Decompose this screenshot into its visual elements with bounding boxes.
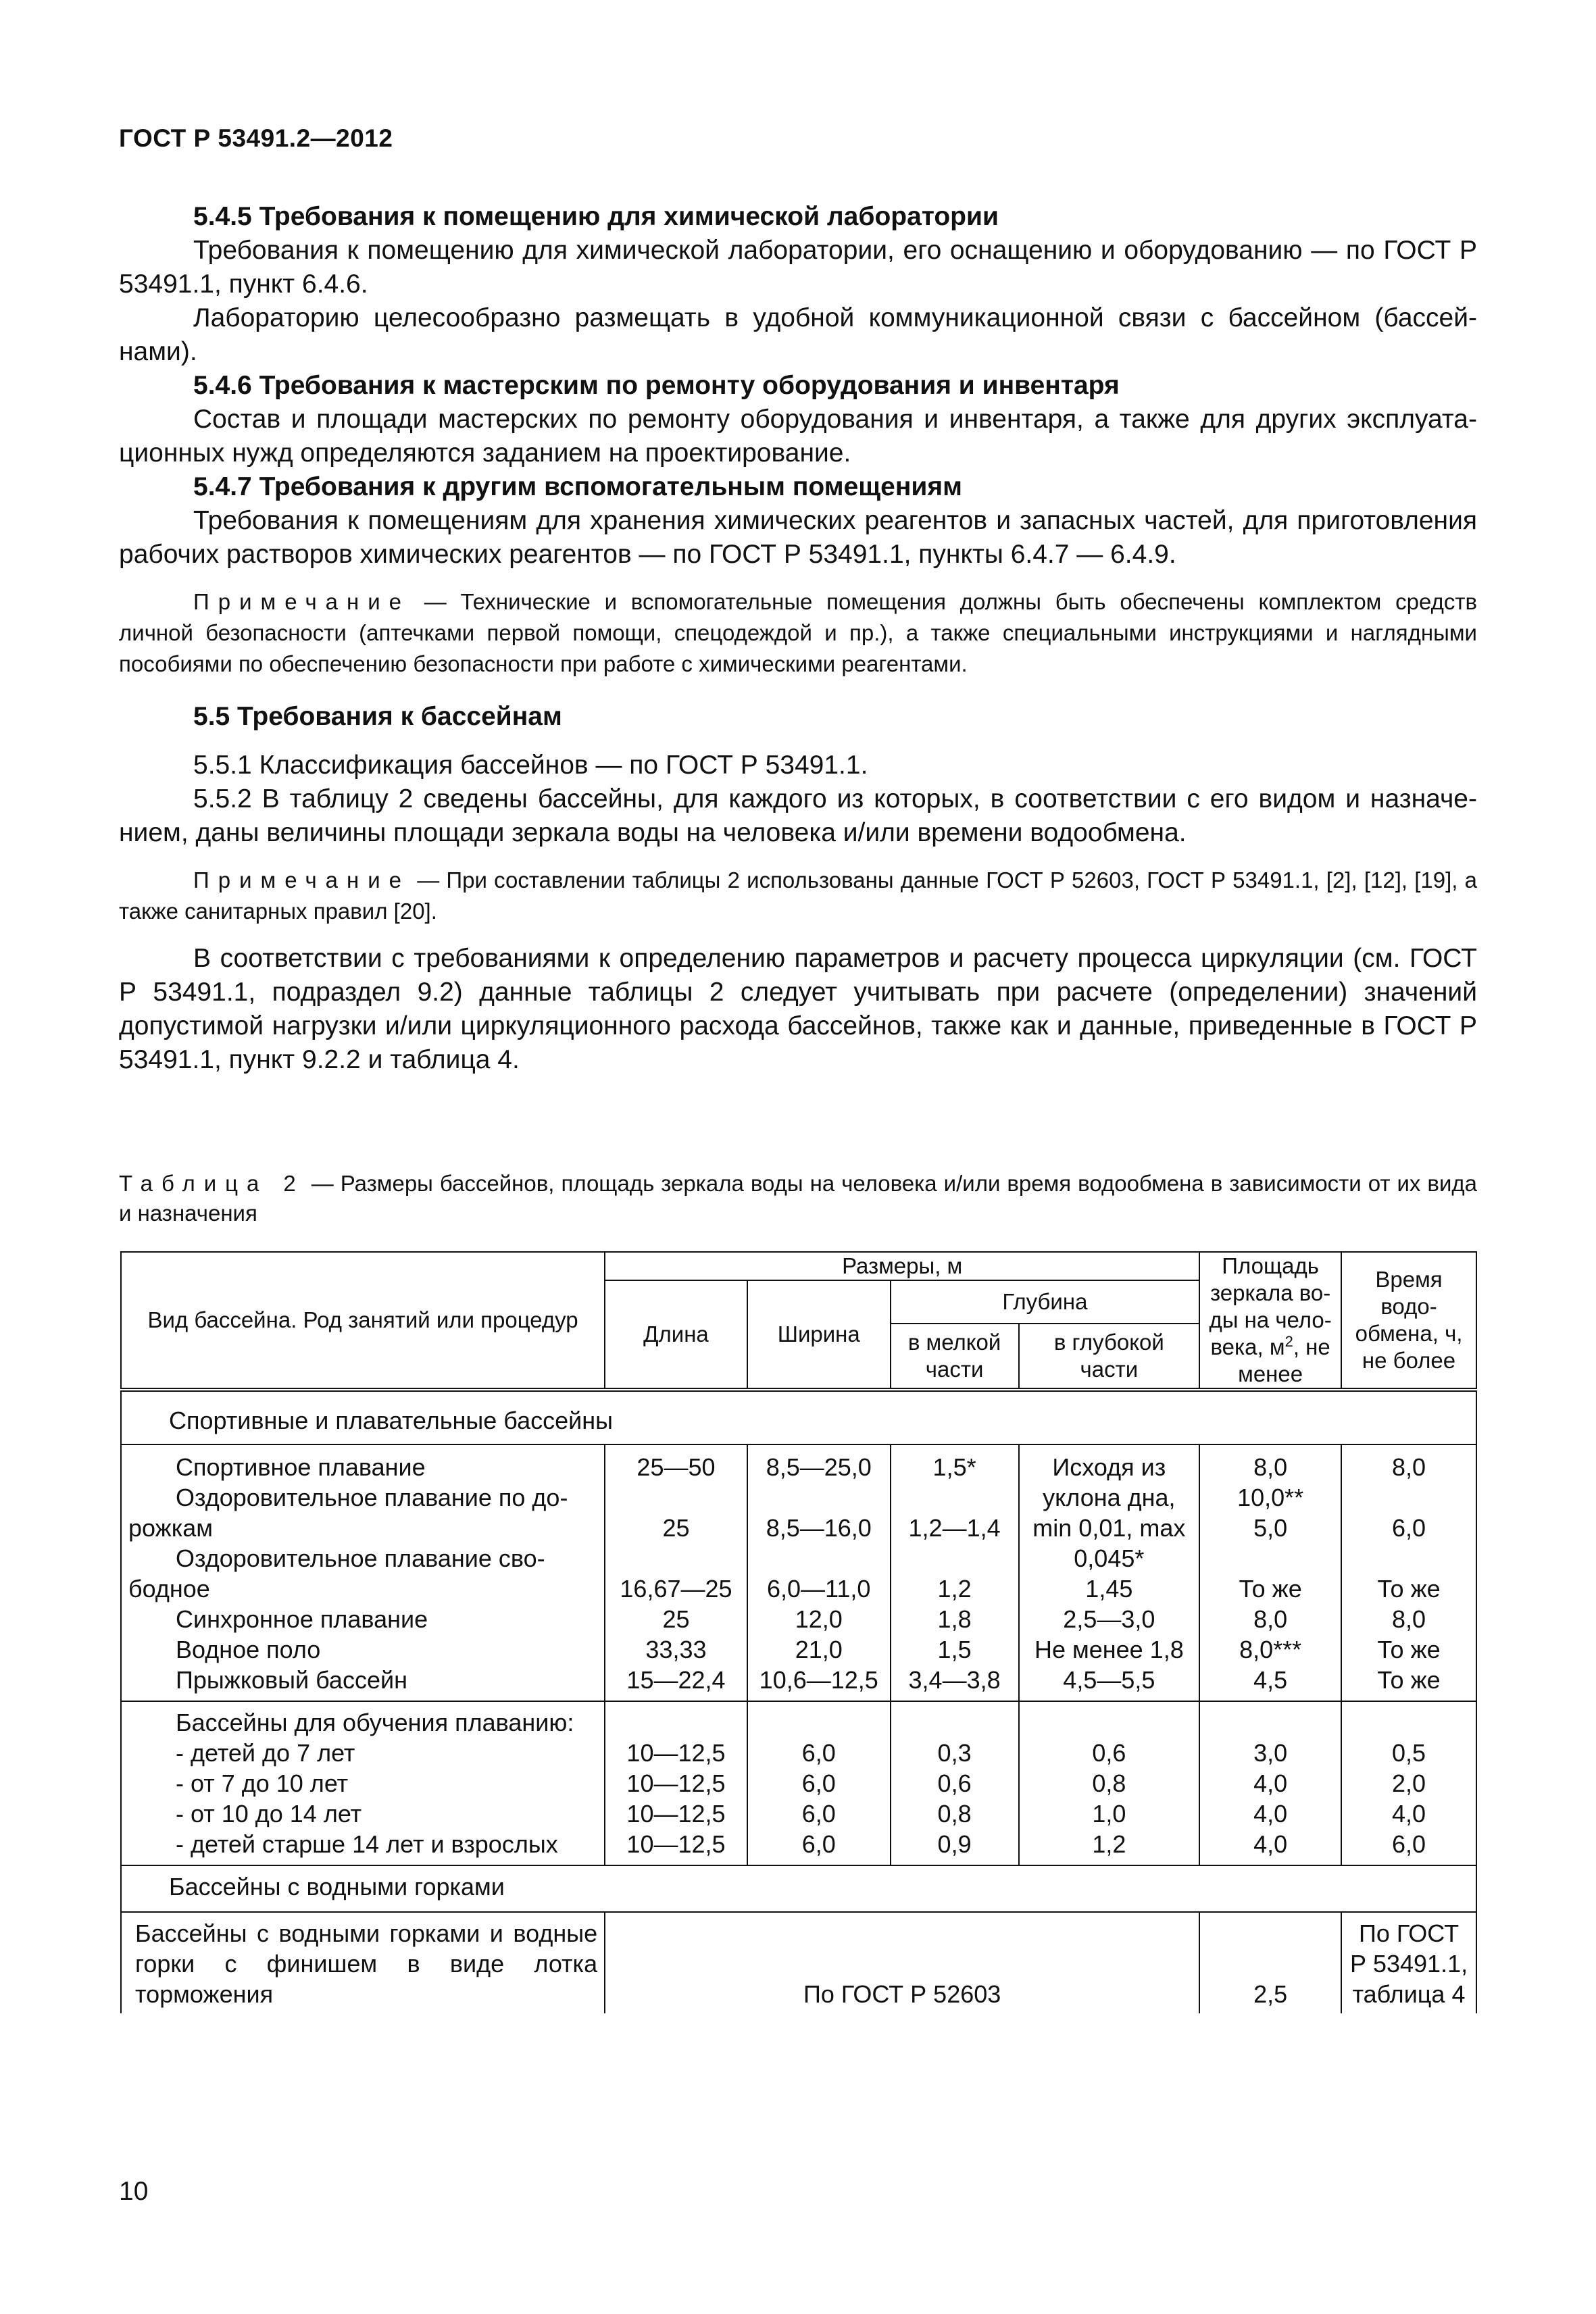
section-label-slides: Бассейны с водными горками <box>121 1865 1476 1912</box>
slides-area: 2,5 <box>1199 1912 1341 2013</box>
table-caption <box>119 1169 1477 1228</box>
sport-shallow: 1,5* 1,2—1,4 1,2 1,8 1,5 3,4—3,8 <box>891 1444 1019 1701</box>
section-5-5-title: 5.5 Требования к бассейнам <box>193 702 562 731</box>
training-width: 6,0 6,0 6,0 6,0 <box>747 1701 891 1865</box>
slides-name: Бассейны с водными горками и водные горки с финишем в виде лотка торможения <box>121 1912 605 2013</box>
paragraph: Требования к помещению для химической лаборатории, его оснащению и оборудованию — по ГОСТ Р 53491.1, пункт 6.4.6. <box>119 236 1477 299</box>
note-1 <box>119 586 1477 680</box>
table-caption-label: Таблица 2 <box>119 1171 305 1196</box>
paragraph: 5.5.1 Классификация бассейнов — по ГОСТ Р 53491.1. <box>193 751 868 780</box>
col-header-depth: Глубина <box>891 1280 1200 1324</box>
slides-time: По ГОСТ Р 53491.1, таблица 4 <box>1341 1912 1476 2013</box>
paragraph: Состав и площади мастерских по ремонту оборудования и инвентаря, а также для других эксплуатационных нужд определяются заданием на проектирование. <box>119 405 1477 468</box>
table-row-slides <box>121 1912 1476 2013</box>
col-header-deep: в глубокой части <box>1019 1324 1200 1390</box>
sport-deep: Исходя из уклона дна, min 0,01, max 0,045* 1,45 2,5—3,0 Не менее 1,8 4,5—5,5 <box>1019 1444 1200 1701</box>
sport-time: 8,0 6,0 То же 8,0 То же То же <box>1341 1444 1476 1701</box>
col-header-shallow: в мелкой части <box>891 1324 1019 1390</box>
paragraph: 5.5.2 В таблицу 2 сведены бассейны, для каждого из которых, в соответствии с его видом и назначением, даны величины площади зеркала воды на человека и/или времени водообмена. <box>119 784 1477 847</box>
document-body <box>119 200 1477 1077</box>
col-header-width: Ширина <box>747 1280 891 1390</box>
col-header-sizes: Размеры, м <box>605 1252 1199 1280</box>
sport-length: 25—50 25 16,67—25 25 33,33 15—22,4 <box>605 1444 747 1701</box>
training-area: 3,0 4,0 4,0 4,0 <box>1199 1701 1341 1865</box>
table-section-row <box>121 1865 1476 1912</box>
col-header-length: Длина <box>605 1280 747 1390</box>
note-text: — При составлении таблицы 2 использованы данные ГОСТ Р 52603, ГОСТ Р 53491.1, [2], [12], [19], а также санитарных правил [20]. <box>119 867 1477 924</box>
sport-area: 8,0 10,0** 5,0 То же 8,0 8,0*** 4,5 <box>1199 1444 1341 1701</box>
document-header: ГОСТ Р 53491.2—2012 <box>119 124 393 152</box>
table-caption-text: — Размеры бассейнов, площадь зеркала воды на человека и/или время водообмена в зависимости от их вида и назначения <box>119 1171 1477 1226</box>
col-header-time: Время водообмена, ч, не более <box>1341 1252 1476 1390</box>
paragraph: В соответствии с требованиями к определению параметров и расчету процесса циркуляции (см. ГОСТ Р 53491.1, подраздел 9.2) данные таблицы 2 следует учитывать при расчете (определении) значений допустимой нагрузки и/или циркуляционного расхода бассейнов, также как и данные, приведенные в ГОСТ Р 53491.1, пункт 9.2.2 и таблица 4. <box>119 944 1477 1074</box>
pool-table <box>120 1251 1477 2013</box>
table-row-training <box>121 1701 1476 1865</box>
table-row-sport <box>121 1444 1476 1701</box>
page-number: 10 <box>119 2177 149 2206</box>
col-header-area: Площадь зеркала воды на человека, $м^2$, не менее <box>1199 1252 1341 1390</box>
training-time: 0,5 2,0 4,0 6,0 <box>1341 1701 1476 1865</box>
section-5-4-5-title: 5.4.5 Требования к помещению для химической лаборатории <box>193 202 999 231</box>
note-label: Примечание <box>193 867 411 892</box>
slides-dims: По ГОСТ Р 52603 <box>605 1912 1199 2013</box>
training-deep: 0,6 0,8 1,0 1,2 <box>1019 1701 1200 1865</box>
note-label: Примечание <box>193 589 411 614</box>
section-5-4-7-title: 5.4.7 Требования к другим вспомогательным помещениям <box>193 472 962 501</box>
sport-names: Спортивное плавание Оздоровительное плавание по до- рожкам Оздоровительное плавание сво- бодное Синхронное плавание Водное поло Прыжковый бассейн <box>121 1444 605 1701</box>
section-5-4-6-title: 5.4.6 Требования к мастерским по ремонту оборудования и инвентаря <box>193 371 1120 400</box>
col-header-kind: Вид бассейна. Род занятий или процедур <box>121 1252 605 1390</box>
note-text: — Технические и вспомогательные помещения должны быть обеспечены комплектом средств личной безопасности (аптечками первой помощи, спецодеждой и пр.), а также специальными инструкциями и наглядными пособиями по обеспечению безопасности при работе с химическими реагентами. <box>119 589 1477 676</box>
section-label-sport: Спортивные и плавательные бассейны <box>121 1390 1476 1444</box>
sport-width: 8,5—25,0 8,5—16,0 6,0—11,0 12,0 21,0 10,6—12,5 <box>747 1444 891 1701</box>
note-2 <box>119 865 1477 927</box>
paragraph: Лабораторию целесообразно размещать в удобной коммуникационной связи с бассейном (бассейнами). <box>119 303 1477 366</box>
training-names: Бассейны для обучения плаванию: - детей до 7 лет - от 7 до 10 лет - от 10 до 14 лет - детей старше 14 лет и взрослых <box>121 1701 605 1865</box>
paragraph: Требования к помещениям для хранения химических реагентов и запасных частей, для приготовления рабочих растворов химических реагентов — по ГОСТ Р 53491.1, пункты 6.4.7 — 6.4.9. <box>119 506 1477 569</box>
training-shallow: 0,3 0,6 0,8 0,9 <box>891 1701 1019 1865</box>
training-length: 10—12,5 10—12,5 10—12,5 10—12,5 <box>605 1701 747 1865</box>
table-section-row <box>121 1390 1476 1444</box>
